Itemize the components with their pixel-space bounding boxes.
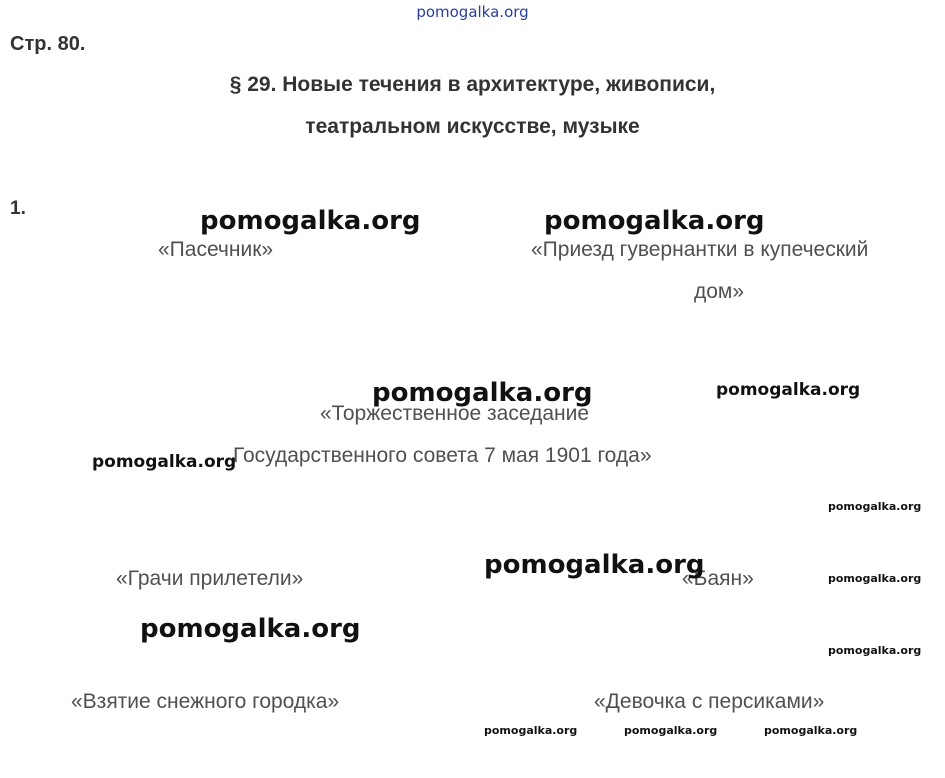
watermark: pomogalka.org xyxy=(200,206,421,236)
question-number: 1. xyxy=(10,198,26,219)
watermark: pomogalka.org xyxy=(484,550,705,580)
watermark: pomogalka.org xyxy=(828,572,922,585)
watermark: pomogalka.org xyxy=(372,378,593,408)
watermark: pomogalka.org xyxy=(828,500,922,513)
painting-title-state-council-line-1: «Торжественное заседание xyxy=(320,402,590,425)
watermark: pomogalka.org xyxy=(92,452,237,472)
page-label: Стр. 80. xyxy=(10,33,86,55)
painting-title-bayan: «Баян» xyxy=(682,567,754,590)
top-watermark: pomogalka.org xyxy=(416,3,529,21)
painting-title-pasechnik: «Пасечник» xyxy=(158,238,274,261)
watermark: pomogalka.org xyxy=(484,724,578,737)
painting-title-governess-line-2: дом» xyxy=(694,280,745,303)
painting-title-state-council-line-2: Государственного совета 7 мая 1901 года» xyxy=(233,444,652,467)
section-title-line-2: театральном искусстве, музыке xyxy=(305,115,640,138)
painting-title-snow-town: «Взятие снежного городка» xyxy=(71,690,340,713)
painting-title-governess-line-1: «Приезд гувернантки в купеческий xyxy=(531,238,869,261)
painting-title-girl-with-peaches: «Девочка с персиками» xyxy=(594,690,825,713)
watermark: pomogalka.org xyxy=(140,614,361,644)
watermark: pomogalka.org xyxy=(624,724,718,737)
watermark: pomogalka.org xyxy=(764,724,858,737)
watermark: pomogalka.org xyxy=(716,380,861,400)
painting-title-rooks: «Грачи прилетели» xyxy=(116,567,304,590)
watermark: pomogalka.org xyxy=(544,206,765,236)
watermark: pomogalka.org xyxy=(828,644,922,657)
section-title-line-1: § 29. Новые течения в архитектуре, живописи, xyxy=(229,73,716,96)
